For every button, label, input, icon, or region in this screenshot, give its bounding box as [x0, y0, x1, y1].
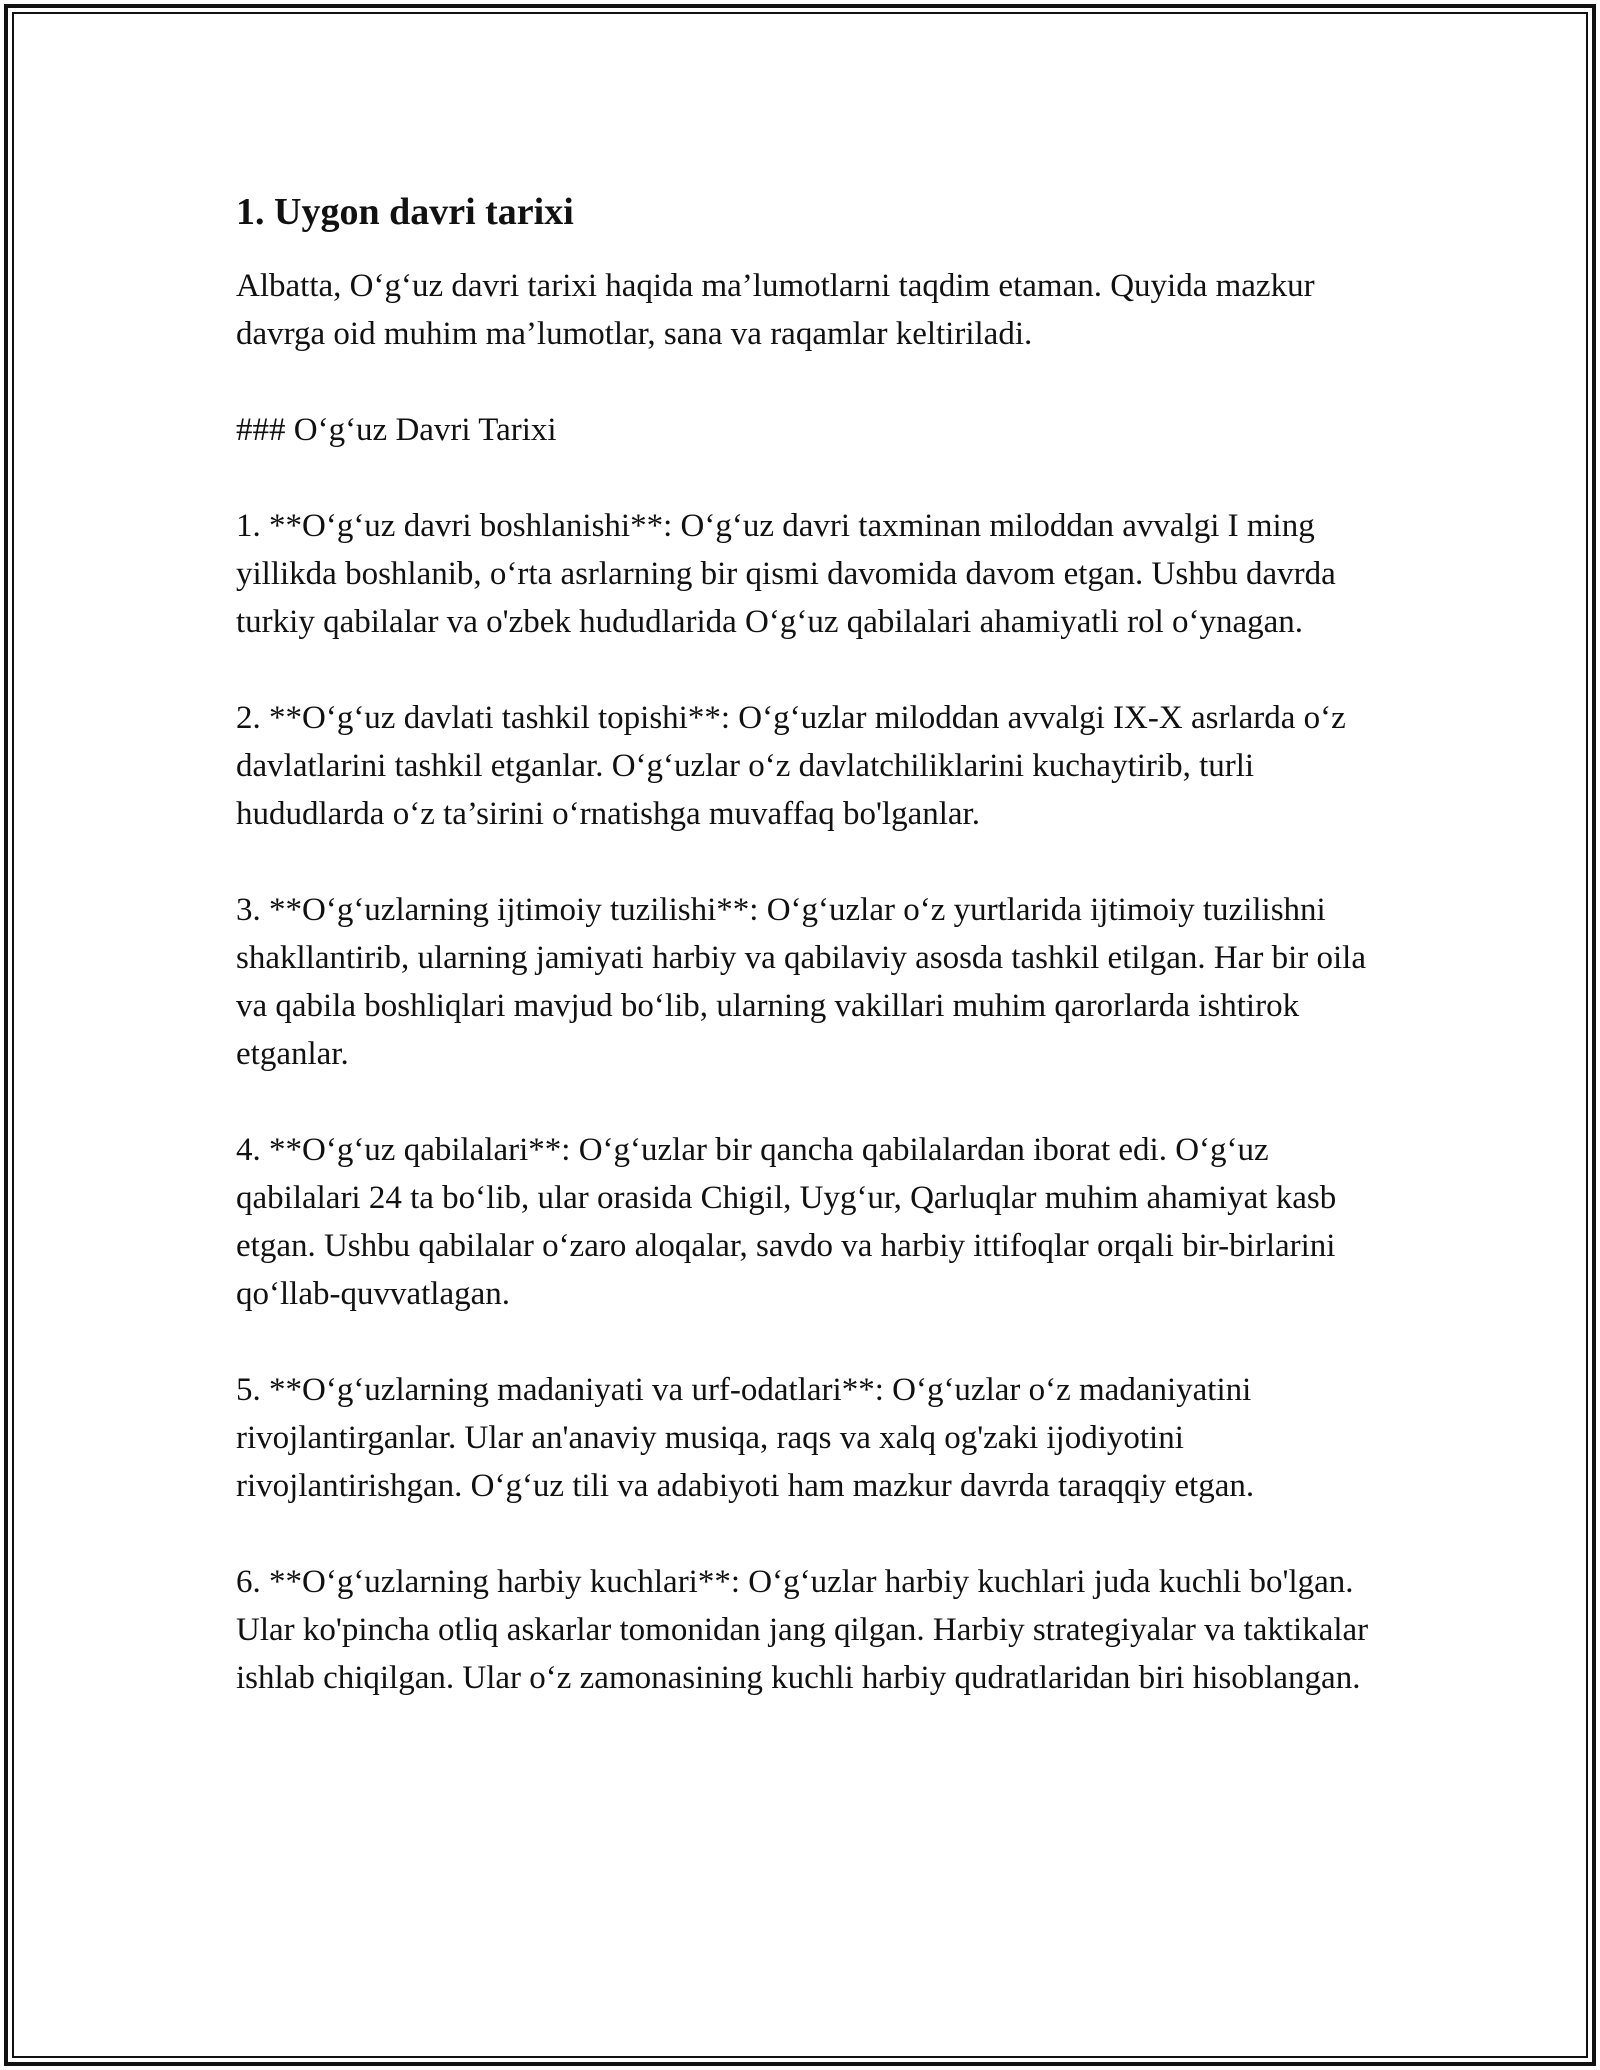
section-heading-text: ### O‘g‘uz Davri Tarixi	[236, 412, 557, 448]
list-item-2: 2. **O‘g‘uz davlati tashkil topishi**: O‘g‘uzlar miloddan avvalgi IX-X asrlarda o‘z davlatlarini tashkil etganlar. O‘g‘uzlar o‘z davlatchiliklarini kuchaytirib, turli hududlarda o‘z ta’sirini o‘rnatishga muvaffaq bo'lganlar.	[236, 700, 1346, 832]
list-item-5: 5. **O‘g‘uzlarning madaniyati va urf-odatlari**: O‘g‘uzlar o‘z madaniyatini rivojlantirganlar. Ular an'anaviy musiqa, raqs va xalq og'zaki ijodiyotini rivojlantirishgan. O‘g‘uz tili va adabiyoti ham mazkur davrda taraqqiy etgan.	[236, 1372, 1255, 1504]
document-title: 1. Uygon davri tarixi	[236, 191, 574, 233]
list-item-6: 6. **O‘g‘uzlarning harbiy kuchlari**: O‘g‘uzlar harbiy kuchlari juda kuchli bo'lgan. Ular ko'pincha otliq askarlar tomonidan jang qilgan. Harbiy strategiyalar va taktikalar ishlab chiqilgan. Ular o‘z zamonasining kuchli harbiy qudratlaridan biri hisoblangan.	[236, 1564, 1369, 1696]
intro-paragraph: Albatta, O‘g‘uz davri tarixi haqida ma’lumotlarni taqdim etaman. Quyida mazkur davrga oid muhim ma’lumotlar, sana va raqamlar keltiriladi.	[236, 268, 1315, 352]
list-item-1: 1. **O‘g‘uz davri boshlanishi**: O‘g‘uz davri taxminan miloddan avvalgi I ming yillikda boshlanib, o‘rta asrlarning bir qismi davomida davom etgan. Ushbu davrda turkiy qabilalar va o'zbek hududlarida O‘g‘uz qabilalari ahamiyatli rol o‘ynagan.	[236, 508, 1336, 640]
document-body	[236, 186, 1386, 1750]
list-item-4: 4. **O‘g‘uz qabilalari**: O‘g‘uzlar bir qancha qabilalardan iborat edi. O‘g‘uz qabilalari 24 ta bo‘lib, ular orasida Chigil, Uyg‘ur, Qarluqlar muhim ahamiyat kasb etgan. Ushbu qabilalar o‘zaro aloqalar, savdo va harbiy ittifoqlar orqali bir-birlarini qo‘llab-quvvatlagan.	[236, 1132, 1337, 1312]
list-item-3: 3. **O‘g‘uzlarning ijtimoiy tuzilishi**: O‘g‘uzlar o‘z yurtlarida ijtimoiy tuzilishni shakllantirib, ularning jamiyati harbiy va qabilaviy asosda tashkil etilgan. Har bir oila va qabila boshliqlari mavjud bo‘lib, ularning vakillari muhim qarorlarda ishtirok etganlar.	[236, 892, 1366, 1072]
